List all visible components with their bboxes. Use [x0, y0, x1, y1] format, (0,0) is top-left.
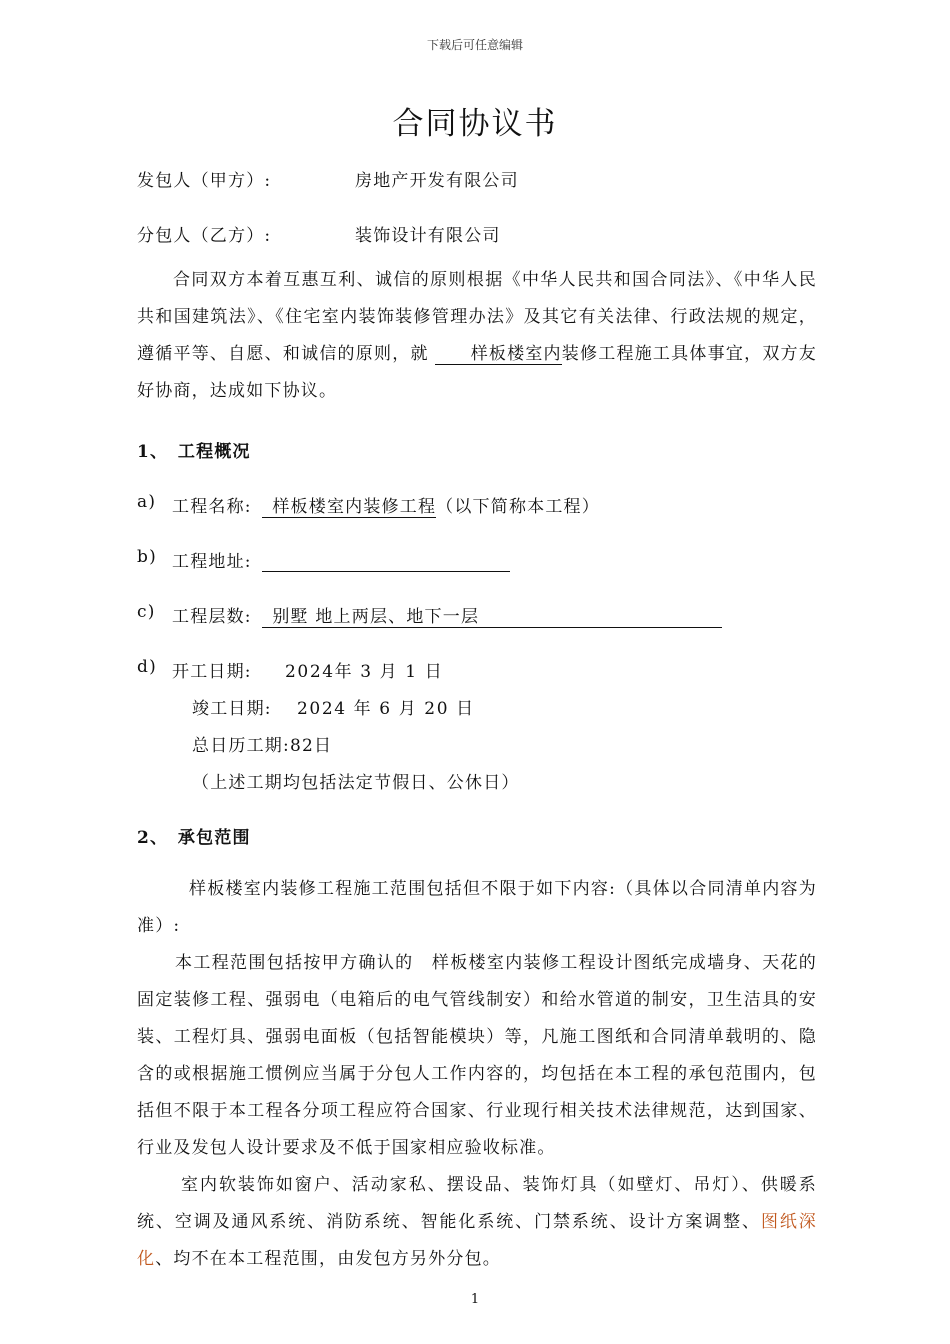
item-a-suffix: （以下简称本工程） — [436, 497, 600, 517]
end-date-value: 2024 年 6 月 20 日 — [297, 699, 475, 719]
item-b-label: 工程地址: — [172, 552, 252, 572]
item-c — [172, 602, 722, 628]
document-title: 合同协议书 — [392, 106, 558, 142]
start-date-label: 开工日期: — [172, 662, 252, 682]
page-number: 1 — [470, 1292, 480, 1307]
section2-heading: 2、 承包范围 — [137, 828, 251, 848]
end-date-label: 竣工日期: — [192, 699, 272, 719]
item-a-label: 工程名称: — [172, 497, 252, 517]
item-a — [172, 492, 600, 518]
item-c-marker: c) — [137, 602, 156, 622]
party-a-label: 发包人（甲方）: — [137, 171, 272, 191]
party-a-value: 房地产开发有限公司 — [355, 171, 519, 191]
total-duration-label: 总日历工期: — [192, 736, 290, 756]
item-d-marker: d) — [137, 657, 157, 677]
item-a-marker: a) — [137, 492, 157, 512]
section1-heading: 1、 工程概况 — [137, 442, 251, 462]
scope-paragraph-1: 样板楼室内装修工程施工范围包括但不限于如下内容:（具体以合同清单内容为准）: — [137, 879, 817, 936]
intro-paragraph — [137, 262, 817, 410]
scope-p3-highlight: 图纸深化 — [137, 1212, 817, 1269]
total-duration — [192, 731, 332, 756]
party-b-label: 分包人（乙方）: — [137, 226, 272, 246]
scope-p3-after: 、均不在本工程范围，由发包方另外分包。 — [155, 1249, 502, 1269]
item-c-value: 别墅 地上两层、地下一层 — [262, 609, 722, 628]
page-header: 下载后可任意编辑 — [426, 38, 523, 52]
party-b-value: 装饰设计有限公司 — [355, 226, 501, 246]
item-a-value: 样板楼室内装修工程 — [262, 499, 436, 518]
item-c-label: 工程层数: — [172, 607, 252, 627]
intro-text-before: 合同双方本着互惠互利、诚信的原则根据《中华人民共和国合同法》、《中华人民共和国建筑法》、《住宅室内装饰装修管理办法》及其它有关法律、行政法规的规定，遵循平等、自愿、和诚信的原则，就 — [137, 270, 817, 364]
total-duration-value: 82日 — [289, 736, 333, 756]
duration-note: （上述工期均包括法定节假日、公休日） — [192, 773, 520, 793]
start-date-value: 2024年 3 月 1 日 — [285, 662, 444, 682]
intro-project-name: 样板楼室内 — [435, 346, 562, 365]
item-b — [172, 547, 510, 572]
address-blank-line — [262, 553, 510, 572]
scope-paragraph-2: 本工程范围包括按甲方确认的 样板楼室内装修工程设计图纸完成墙身、天花的固定装修工程、强弱电（电箱后的电气管线制安）和给水管道的制安，卫生洁具的安装、工程灯具、强弱电面板（包括智能模块）等，凡施工图纸和合同清单载明的、隐含的或根据施工惯例应当属于分包人工作内容的，均包括在本工程的承包范围内，包括但不限于本工程各分项工程应符合国家、行业现行相关技术法律规范，达到国家、行业及发包人设计要求及不低于国家相应验收标准。 — [137, 953, 817, 1158]
item-b-marker: b) — [137, 547, 157, 567]
scope-paragraph-3 — [137, 1167, 817, 1278]
intro-text-after: 装修工程施工具体事宜，双方友好协商，达成如下协议。 — [137, 344, 817, 401]
scope-p3-before: 室内软装饰如窗户、活动家私、摆设品、装饰灯具（如壁灯、吊灯）、供暖系统、空调及通风系统、消防系统、智能化系统、门禁系统、设计方案调整、 — [137, 1175, 817, 1232]
